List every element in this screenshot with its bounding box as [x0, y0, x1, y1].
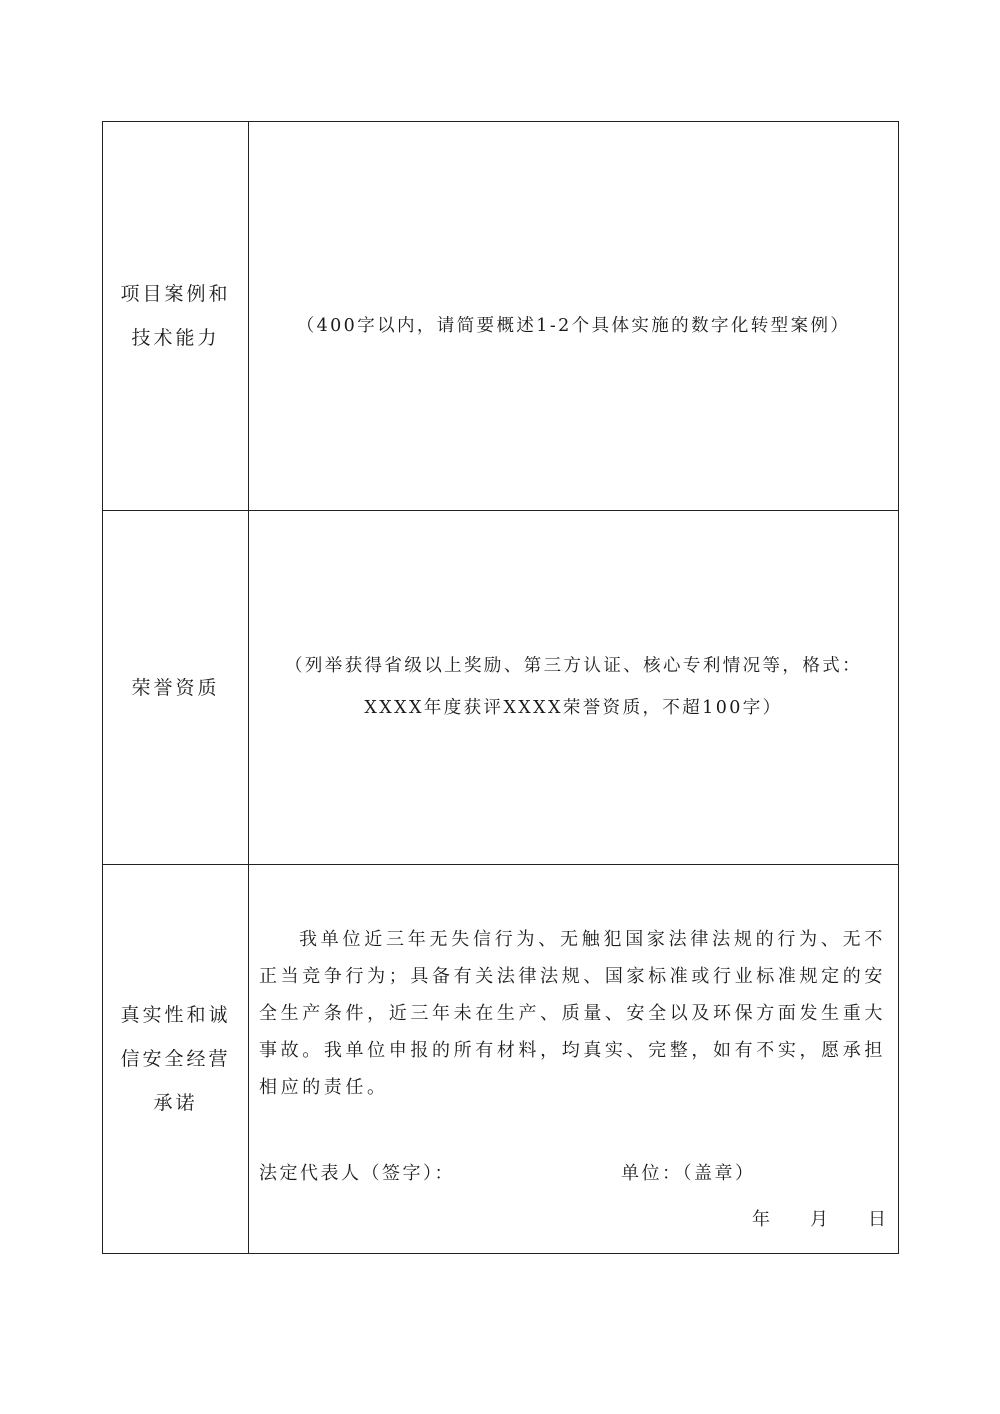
row-project-cases	[103, 122, 898, 511]
date-month: 月	[810, 1209, 828, 1230]
label-cell-integrity-pledge	[103, 865, 249, 1253]
unit-seal-field[interactable]: 单位：（盖章）	[621, 1163, 756, 1184]
legal-rep-signature-field[interactable]: 法定代表人（签字）：	[259, 1163, 455, 1184]
label-cell-project-cases	[103, 122, 249, 510]
content-cell-integrity-pledge	[249, 865, 898, 1253]
label-honors: 荣誉资质	[131, 676, 220, 699]
date-line	[752, 1205, 886, 1231]
row-honors	[103, 511, 898, 865]
hint-project-cases: （400字以内，请简要概述1-2个具体实施的数字化转型案例）	[296, 316, 851, 336]
row-integrity-pledge	[103, 865, 898, 1253]
label-integrity-pledge: 真实性和诚信安全经营承诺	[120, 1004, 231, 1114]
label-project-cases: 项目案例和技术能力	[120, 283, 231, 349]
hint-honors: （列举获得省级以上奖励、第三方认证、核心专利情况等，格式：XXXX年度获评XXXX荣誉资质，不超100字）	[284, 656, 863, 718]
content-cell-project-cases[interactable]	[249, 122, 898, 510]
date-year: 年	[752, 1209, 770, 1230]
pledge-text: 我单位近三年无失信行为、无触犯国家法律法规的行为、无不正当竞争行为；具备有关法律法规、国家标准或行业标准规定的安全生产条件，近三年未在生产、质量、安全以及环保方面发生重大事故。我单位申报的所有材料，均真实、完整，如有不实，愿承担相应的责任。	[259, 929, 886, 1098]
label-cell-honors	[103, 511, 249, 864]
date-day: 日	[868, 1209, 886, 1230]
application-form-table	[102, 121, 899, 1254]
content-cell-honors[interactable]	[249, 511, 898, 864]
